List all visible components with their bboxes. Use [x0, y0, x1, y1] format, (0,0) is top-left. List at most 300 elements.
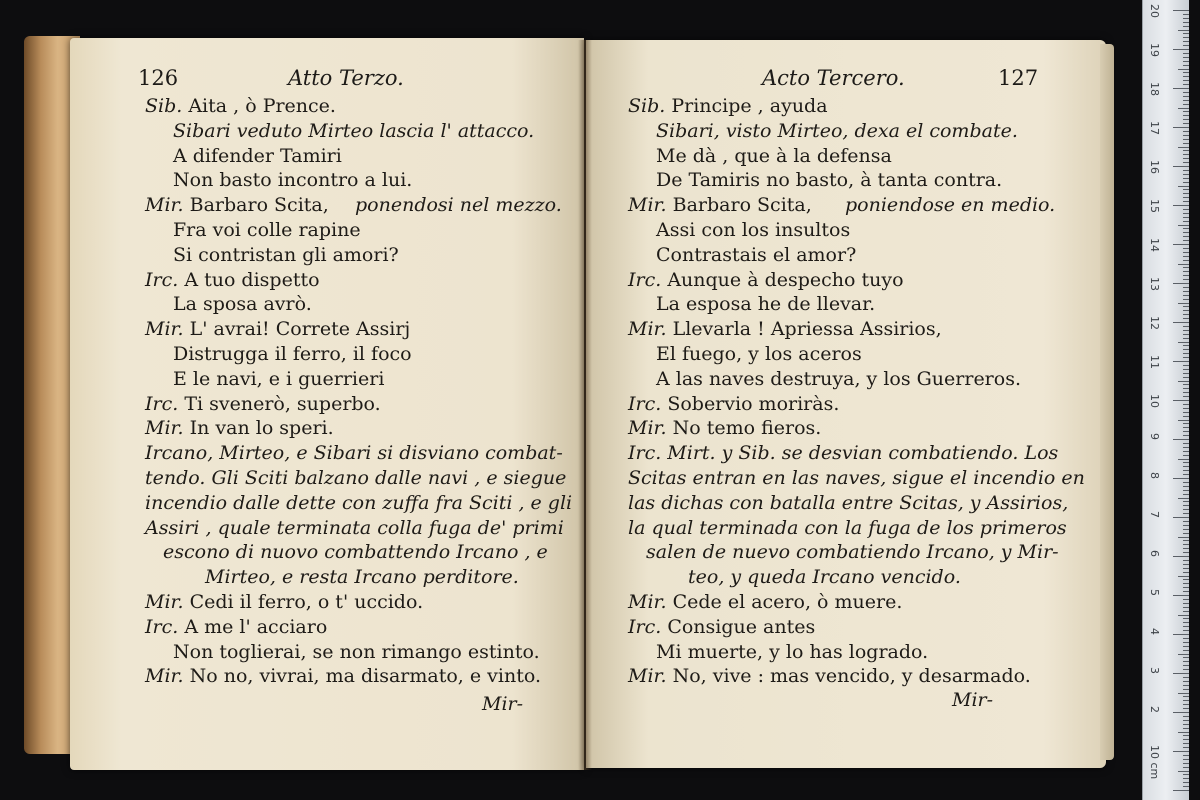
- ruler-tick: [1183, 228, 1189, 229]
- text-line: [628, 491, 1068, 515]
- ruler-tick: [1183, 681, 1189, 682]
- ruler-tick: [1183, 256, 1189, 257]
- text-line: [173, 168, 412, 192]
- ruler-tick: [1183, 568, 1189, 569]
- ruler-tick: [1178, 537, 1189, 538]
- ruler-tick: [1183, 650, 1189, 651]
- ruler-number: 6: [1148, 550, 1161, 557]
- ruler-tick: [1183, 217, 1189, 218]
- ruler-tick: [1183, 150, 1189, 151]
- text-line: [656, 144, 892, 168]
- ruler-tick: [1178, 264, 1189, 265]
- line-text: De Tamiris no basto, à tanta contra.: [656, 169, 1003, 192]
- ruler-tick: [1183, 115, 1189, 116]
- line-text: No, vive : mas vencido, y desarmado.: [666, 665, 1031, 688]
- stage-direction: Assiri , quale terminata colla fuga de' primi: [145, 516, 564, 539]
- speaker-label: Mir.: [145, 591, 184, 613]
- ruler-tick: [1183, 123, 1189, 124]
- ruler-tick: [1183, 45, 1189, 46]
- text-line: [145, 491, 572, 515]
- line-text: A las naves destruya, y los Guerreros.: [656, 367, 1021, 390]
- text-line: [173, 292, 312, 316]
- speaker-label: Irc.: [145, 392, 179, 415]
- ruler-tick: [1183, 213, 1189, 214]
- ruler-tick: [1183, 638, 1189, 639]
- line-text: No no, vivrai, ma disarmato, e vinto.: [183, 665, 541, 688]
- ruler-tick: [1183, 611, 1189, 612]
- line-text: La sposa avrò.: [173, 293, 312, 316]
- text-line: [145, 466, 566, 490]
- ruler-tick: [1183, 84, 1189, 85]
- ruler-tick: [1183, 287, 1189, 288]
- stage-direction: incendio dalle dette con zuffa fra Sciti , e gli: [145, 491, 573, 514]
- ruler-tick: [1183, 778, 1189, 779]
- ruler-tick: [1183, 579, 1189, 580]
- ruler-tick: [1183, 53, 1189, 54]
- ruler-tick: [1183, 131, 1189, 132]
- ruler-tick: [1183, 76, 1189, 77]
- ruler-tick: [1183, 221, 1189, 222]
- ruler-tick: [1183, 345, 1189, 346]
- ruler-tick: [1183, 174, 1189, 175]
- ruler-tick: [1183, 755, 1189, 756]
- speaker-label: Mir.: [145, 417, 184, 440]
- ruler-number: 5: [1148, 589, 1161, 596]
- ruler-tick: [1183, 685, 1189, 686]
- line-text: Aunque à despecho tuyo: [661, 268, 904, 291]
- measuring-ruler: [1142, 0, 1189, 800]
- ruler-tick: [1183, 104, 1189, 105]
- text-line: [145, 392, 381, 416]
- stage-direction: escono di nuovo combattendo Ircano , e: [163, 541, 548, 564]
- ruler-tick: [1183, 209, 1189, 210]
- right-running-head: Acto Tercero.: [762, 66, 905, 90]
- ruler-tick: [1173, 712, 1189, 713]
- ruler-number: 10: [1148, 394, 1161, 408]
- ruler-tick: [1183, 41, 1189, 42]
- text-line: [145, 590, 423, 614]
- ruler-tick: [1183, 365, 1189, 366]
- ruler-tick: [1183, 564, 1189, 565]
- ruler-tick: [1183, 618, 1189, 619]
- ruler-tick: [1183, 657, 1189, 658]
- speaker-label: Irc.: [145, 615, 179, 638]
- stage-direction: salen de nuevo combatiendo Ircano, y Mir-: [646, 541, 1059, 564]
- ruler-tick: [1173, 361, 1189, 362]
- ruler-tick: [1183, 408, 1189, 409]
- line-text: A tuo dispetto: [178, 268, 320, 291]
- ruler-tick: [1183, 275, 1189, 276]
- ruler-tick: [1183, 279, 1189, 280]
- ruler-tick: [1183, 423, 1189, 424]
- text-line: [145, 664, 541, 688]
- stage-direction: teo, y queda Ircano vencido.: [688, 566, 961, 589]
- ruler-tick: [1183, 295, 1189, 296]
- ruler-tick: [1178, 459, 1189, 460]
- ruler-tick: [1183, 26, 1189, 27]
- ruler-tick: [1183, 267, 1189, 268]
- speaker-label: Sib.: [628, 95, 666, 117]
- ruler-tick: [1183, 525, 1189, 526]
- ruler-number: 9: [1148, 433, 1161, 440]
- text-line: [656, 218, 850, 242]
- ruler-number: 15: [1148, 199, 1161, 213]
- text-line: [656, 168, 1002, 192]
- text-line: [628, 392, 839, 416]
- text-line: [628, 664, 1031, 688]
- ruler-tick: [1183, 435, 1189, 436]
- ruler-tick: [1183, 455, 1189, 456]
- ruler-tick: [1183, 782, 1189, 783]
- ruler-tick: [1173, 751, 1189, 752]
- line-text: Fra voi colle rapine: [173, 219, 361, 241]
- text-line: [173, 367, 384, 391]
- ruler-tick: [1183, 232, 1189, 233]
- ruler-tick: [1183, 533, 1189, 534]
- ruler-tick: [1183, 291, 1189, 292]
- ruler-tick: [1183, 143, 1189, 144]
- ruler-number: 17: [1148, 121, 1161, 135]
- text-line: [628, 466, 1085, 490]
- ruler-tick: [1183, 61, 1189, 62]
- ruler-tick: [1173, 166, 1189, 167]
- line-text: Non basto incontro a lui.: [173, 169, 413, 192]
- line-text: L' avrai! Correte Assirj: [183, 318, 411, 341]
- ruler-tick: [1183, 197, 1189, 198]
- text-line: [145, 615, 327, 639]
- line-text: Non toglierai, se non rimango estinto.: [173, 640, 540, 663]
- ruler-tick: [1183, 669, 1189, 670]
- ruler-tick: [1183, 728, 1189, 729]
- ruler-tick: [1183, 431, 1189, 432]
- ruler-tick: [1183, 548, 1189, 549]
- line-text: Cedi il ferro, o t' uccido.: [183, 591, 424, 613]
- ruler-tick: [1183, 248, 1189, 249]
- text-line: [656, 243, 856, 267]
- book-gutter: [578, 40, 592, 770]
- ruler-tick: [1183, 599, 1189, 600]
- text-line: [145, 193, 329, 217]
- ruler-tick: [1183, 178, 1189, 179]
- ruler-tick: [1178, 693, 1189, 694]
- ruler-number: 19: [1148, 43, 1161, 57]
- ruler-tick: [1183, 416, 1189, 417]
- ruler-tick: [1183, 462, 1189, 463]
- ruler-tick: [1183, 154, 1189, 155]
- text-line: [628, 615, 815, 639]
- ruler-number: 3: [1148, 667, 1161, 674]
- ruler-tick: [1178, 108, 1189, 109]
- ruler-tick: [1183, 22, 1189, 23]
- ruler-tick: [1173, 88, 1189, 89]
- ruler-tick: [1178, 420, 1189, 421]
- speaker-label: Mir.: [628, 194, 667, 217]
- speaker-label: Mir.: [145, 194, 184, 217]
- ruler-tick: [1183, 260, 1189, 261]
- text-line: [656, 119, 1018, 143]
- ruler-tick: [1173, 439, 1189, 440]
- text-line: [628, 441, 1058, 465]
- text-line: [688, 565, 961, 589]
- ruler-tick: [1183, 170, 1189, 171]
- speaker-label: Irc.: [145, 268, 179, 291]
- ruler-tick: [1173, 673, 1189, 674]
- ruler-tick: [1183, 665, 1189, 666]
- ruler-tick: [1183, 739, 1189, 740]
- ruler-tick: [1178, 225, 1189, 226]
- ruler-number: 13: [1148, 277, 1161, 291]
- ruler-tick: [1183, 158, 1189, 159]
- ruler-number: 14: [1148, 238, 1161, 252]
- speaker-label: Mir.: [628, 665, 667, 688]
- ruler-tick: [1183, 119, 1189, 120]
- ruler-tick: [1183, 529, 1189, 530]
- text-line: [173, 218, 361, 242]
- ruler-tick: [1183, 587, 1189, 588]
- text-line: [163, 540, 548, 564]
- ruler-tick: [1183, 271, 1189, 272]
- ruler-number: 12: [1148, 316, 1161, 330]
- book-fore-edge-right: [1100, 44, 1114, 760]
- ruler-tick: [1183, 201, 1189, 202]
- line-text: Llevarla ! Apriessa Assirios,: [666, 318, 942, 341]
- ruler-tick: [1183, 373, 1189, 374]
- ruler-tick: [1183, 591, 1189, 592]
- ruler-tick: [1178, 342, 1189, 343]
- ruler-tick: [1183, 392, 1189, 393]
- ruler-tick: [1183, 642, 1189, 643]
- ruler-tick: [1178, 771, 1189, 772]
- ruler-tick: [1183, 384, 1189, 385]
- ruler-tick: [1178, 381, 1189, 382]
- ruler-tick: [1183, 661, 1189, 662]
- text-line: [173, 144, 342, 168]
- ruler-tick: [1183, 490, 1189, 491]
- speaker-label: Mir.: [628, 417, 667, 440]
- ruler-number: 4: [1148, 628, 1161, 635]
- ruler-tick: [1183, 334, 1189, 335]
- ruler-tick: [1183, 65, 1189, 66]
- ruler-number: 8: [1148, 472, 1161, 479]
- stage-direction: Irc. Mirt. y Sib. se desvian combatiendo. Los: [628, 442, 1059, 465]
- ruler-tick: [1183, 139, 1189, 140]
- ruler-unit-label: 0 cm: [1148, 752, 1161, 780]
- text-line: [145, 317, 410, 341]
- ruler-tick: [1183, 100, 1189, 101]
- left-running-head: Atto Terzo.: [288, 66, 404, 90]
- text-line: [173, 243, 399, 267]
- stage-direction: las dichas con batalla entre Scitas, y Assirios,: [628, 491, 1069, 514]
- ruler-tick: [1183, 189, 1189, 190]
- ruler-tick: [1183, 466, 1189, 467]
- ruler-tick: [1183, 747, 1189, 748]
- right-catchword: Mir-: [952, 689, 994, 711]
- text-line: [173, 640, 540, 664]
- ruler-tick: [1183, 412, 1189, 413]
- speaker-label: Irc.: [628, 268, 662, 291]
- text-line: [145, 94, 336, 118]
- ruler-tick: [1183, 92, 1189, 93]
- ruler-number: 16: [1148, 160, 1161, 174]
- line-text: Barbaro Scita,: [183, 194, 329, 217]
- ruler-tick: [1183, 193, 1189, 194]
- speaker-label: Irc.: [628, 392, 662, 415]
- ruler-tick: [1183, 306, 1189, 307]
- text-line: [628, 590, 902, 614]
- ruler-tick: [1183, 310, 1189, 311]
- ruler-number: 1: [1148, 745, 1161, 752]
- ruler-tick: [1183, 135, 1189, 136]
- line-text: Mi muerte, y lo has logrado.: [656, 640, 929, 663]
- ruler-tick: [1183, 377, 1189, 378]
- text-line: [628, 193, 812, 217]
- ruler-tick: [1183, 630, 1189, 631]
- stage-direction: Sibari, visto Mirteo, dexa el combate.: [656, 119, 1018, 142]
- stage-direction: Sibari veduto Mirteo lascia l' attacco.: [173, 119, 535, 142]
- line-text: Si contristan gli amori?: [173, 243, 399, 266]
- stage-direction: Scitas entran en las naves, sigue el incendio en: [628, 467, 1085, 489]
- ruler-tick: [1183, 96, 1189, 97]
- speaker-label: Irc.: [628, 615, 662, 638]
- ruler-tick: [1183, 369, 1189, 370]
- ruler-tick: [1183, 743, 1189, 744]
- ruler-tick: [1173, 244, 1189, 245]
- ruler-tick: [1173, 205, 1189, 206]
- ruler-tick: [1183, 349, 1189, 350]
- speaker-label: Sib.: [145, 95, 183, 117]
- line-text: Distrugga il ferro, il foco: [173, 343, 412, 365]
- ruler-tick: [1183, 560, 1189, 561]
- right-page-number: 127: [998, 66, 1039, 90]
- inline-stage-direction: ponendosi nel mezzo.: [355, 194, 562, 217]
- text-line: [628, 94, 828, 118]
- ruler-tick: [1183, 720, 1189, 721]
- speaker-label: Mir.: [628, 318, 667, 341]
- ruler-tick: [1183, 735, 1189, 736]
- ruler-number: 20: [1148, 4, 1161, 18]
- ruler-tick: [1183, 404, 1189, 405]
- ruler-tick: [1183, 689, 1189, 690]
- ruler-tick: [1183, 622, 1189, 623]
- line-text: A me l' acciaro: [178, 615, 328, 638]
- ruler-tick: [1183, 314, 1189, 315]
- ruler-tick: [1183, 443, 1189, 444]
- ruler-tick: [1183, 57, 1189, 58]
- text-line: [656, 367, 1021, 391]
- ruler-number: 18: [1148, 82, 1161, 96]
- ruler-tick: [1183, 330, 1189, 331]
- ruler-tick: [1183, 716, 1189, 717]
- ruler-tick: [1183, 72, 1189, 73]
- text-line: [145, 268, 320, 292]
- ruler-tick: [1183, 603, 1189, 604]
- ruler-tick: [1178, 147, 1189, 148]
- text-line: [628, 317, 942, 341]
- line-text: Barbaro Scita,: [666, 194, 812, 217]
- text-line: [656, 342, 862, 366]
- speaker-label: Mir.: [628, 591, 667, 613]
- stage-direction: la qual terminada con la fuga de los primeros: [628, 516, 1067, 539]
- ruler-tick: [1183, 388, 1189, 389]
- ruler-tick: [1183, 80, 1189, 81]
- text-line: [145, 441, 563, 465]
- ruler-tick: [1183, 583, 1189, 584]
- ruler-tick: [1173, 49, 1189, 50]
- ruler-tick: [1173, 127, 1189, 128]
- ruler-tick: [1183, 767, 1189, 768]
- ruler-tick: [1183, 505, 1189, 506]
- ruler-tick: [1183, 786, 1189, 787]
- stage-direction: Mirteo, e resta Ircano perditore.: [205, 566, 519, 589]
- speaker-label: Mir.: [145, 318, 184, 341]
- line-text: No temo fieros.: [666, 417, 822, 440]
- line-text: La esposa he de llevar.: [656, 293, 876, 316]
- ruler-tick: [1173, 478, 1189, 479]
- ruler-tick: [1183, 240, 1189, 241]
- ruler-tick: [1178, 615, 1189, 616]
- ruler-tick: [1183, 357, 1189, 358]
- ruler-tick: [1178, 303, 1189, 304]
- ruler-tick: [1183, 677, 1189, 678]
- ruler-tick: [1178, 498, 1189, 499]
- ruler-tick: [1173, 517, 1189, 518]
- text-line: [656, 640, 928, 664]
- text-line: [145, 416, 334, 440]
- ruler-tick: [1183, 14, 1189, 15]
- ruler-number: 7: [1148, 511, 1161, 518]
- line-text: In van lo speri.: [183, 417, 334, 440]
- line-text: Consigue antes: [661, 615, 816, 638]
- ruler-tick: [1183, 774, 1189, 775]
- text-line: [205, 565, 519, 589]
- line-text: Me dà , que à la defensa: [656, 144, 892, 167]
- ruler-tick: [1183, 552, 1189, 553]
- ruler-tick: [1183, 353, 1189, 354]
- ruler-tick: [1183, 111, 1189, 112]
- ruler-tick: [1183, 763, 1189, 764]
- ruler-tick: [1183, 486, 1189, 487]
- ruler-tick: [1183, 544, 1189, 545]
- ruler-tick: [1173, 634, 1189, 635]
- text-line: [173, 119, 534, 143]
- ruler-tick: [1183, 37, 1189, 38]
- ruler-tick: [1183, 724, 1189, 725]
- line-text: E le navi, e i guerrieri: [173, 367, 385, 390]
- ruler-tick: [1183, 338, 1189, 339]
- text-line: [646, 540, 1059, 564]
- ruler-tick: [1183, 708, 1189, 709]
- line-text: Aita , ò Prence.: [182, 95, 336, 117]
- speaker-label: Mir.: [145, 665, 184, 688]
- ruler-number: 11: [1148, 355, 1161, 369]
- ruler-tick: [1183, 182, 1189, 183]
- ruler-tick: [1183, 704, 1189, 705]
- ruler-tick: [1183, 427, 1189, 428]
- ruler-tick: [1173, 595, 1189, 596]
- text-line: [628, 416, 821, 440]
- text-line: [145, 516, 564, 540]
- stage-direction: Ircano, Mirteo, e Sibari si disviano combat-: [145, 442, 563, 465]
- ruler-tick: [1183, 513, 1189, 514]
- ruler-tick: [1178, 186, 1189, 187]
- line-text: Principe , ayuda: [665, 95, 828, 117]
- ruler-number: 2: [1148, 706, 1161, 713]
- text-line: [628, 268, 904, 292]
- ruler-tick: [1183, 696, 1189, 697]
- ruler-tick: [1183, 540, 1189, 541]
- ruler-tick: [1183, 494, 1189, 495]
- line-text: El fuego, y los aceros: [656, 343, 862, 365]
